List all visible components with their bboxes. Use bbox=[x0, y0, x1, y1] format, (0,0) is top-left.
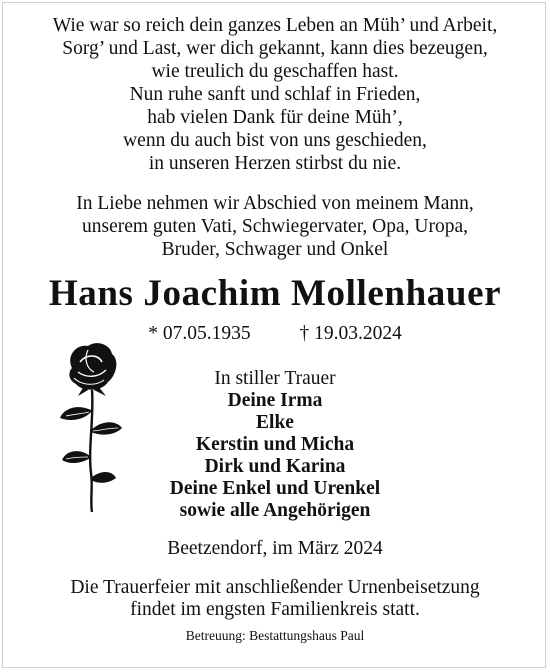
intro-line: unserem guten Vati, Schwiegervater, Opa, Uropa, bbox=[81, 216, 469, 237]
intro-line: Bruder, Schwager und Onkel bbox=[161, 239, 389, 260]
mourning-lead: In stiller Trauer bbox=[214, 368, 336, 389]
place-and-date: Beetzendorf, im März 2024 bbox=[167, 538, 383, 559]
ceremony-line: Die Trauerfeier mit anschließender Urnenbeisetzung bbox=[70, 577, 480, 598]
intro-line: In Liebe nehmen wir Abschied von meinem Mann, bbox=[76, 193, 474, 214]
mourners-list bbox=[100, 368, 450, 522]
ceremony-line: findet im engsten Familienkreis statt. bbox=[130, 599, 420, 620]
poem-line: wie treulich du geschaffen hast. bbox=[151, 61, 399, 82]
poem-line: hab vielen Dank für deine Müh’, bbox=[147, 107, 403, 128]
mourner-name: Deine Irma bbox=[227, 390, 323, 411]
poem-line: wenn du auch bist von uns geschieden, bbox=[123, 130, 427, 151]
funeral-home-credit: Betreuung: Bestattungshaus Paul bbox=[185, 628, 365, 643]
poem bbox=[0, 14, 550, 175]
death-date: † 19.03.2024 bbox=[299, 323, 402, 344]
mourner-name: Deine Enkel und Urenkel bbox=[169, 478, 381, 499]
poem-line: in unseren Herzen stirbst du nie. bbox=[148, 153, 402, 174]
birth-date: * 07.05.1935 bbox=[148, 323, 251, 344]
farewell-intro bbox=[0, 192, 550, 261]
mourner-name: Kerstin und Micha bbox=[195, 434, 355, 455]
mourner-name: sowie alle Angehörigen bbox=[179, 500, 371, 521]
poem-line: Nun ruhe sanft und schlaf in Frieden, bbox=[129, 84, 421, 105]
ceremony-info bbox=[0, 577, 550, 621]
deceased-name: Hans Joachim Mollenhauer bbox=[48, 273, 502, 314]
poem-line: Wie war so reich dein ganzes Leben an Müh’ und Arbeit, bbox=[52, 15, 498, 36]
mourner-name: Dirk und Karina bbox=[204, 456, 346, 477]
mourner-name: Elke bbox=[256, 412, 294, 433]
poem-line: Sorg’ und Last, wer dich gekannt, kann dies bezeugen, bbox=[62, 38, 488, 59]
